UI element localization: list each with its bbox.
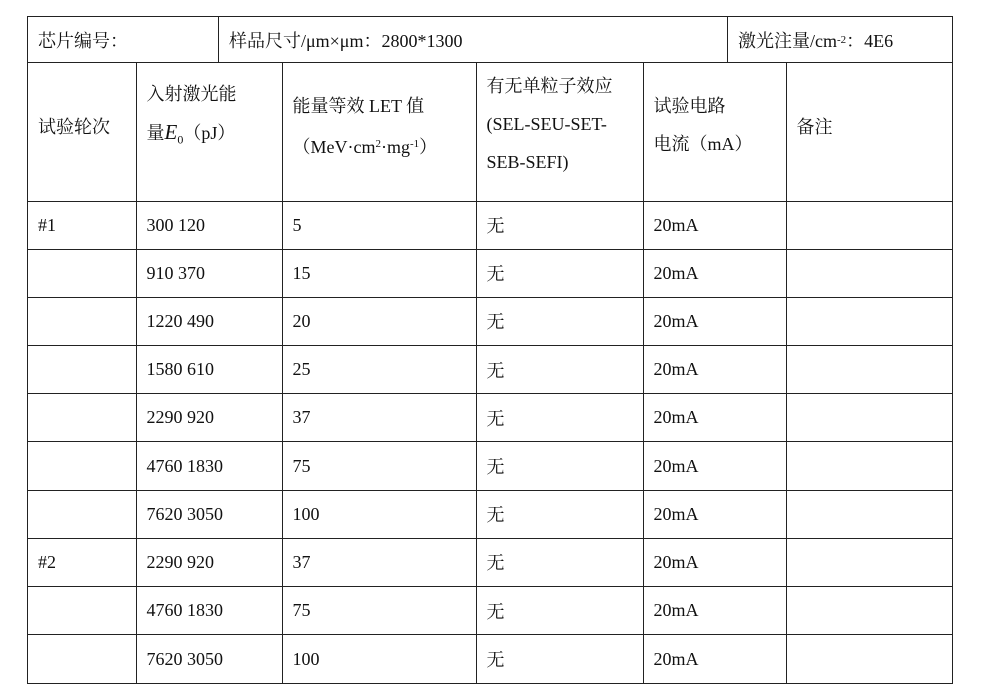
note-cell <box>786 346 952 394</box>
current-cell: 20mA <box>643 538 786 586</box>
round-cell <box>28 587 136 635</box>
let-cell: 37 <box>282 538 476 586</box>
current-cell: 20mA <box>643 587 786 635</box>
effect-cell: 无 <box>476 587 643 635</box>
note-cell <box>786 249 952 297</box>
note-cell <box>786 587 952 635</box>
energy-cell: 4760 1830 <box>136 442 282 490</box>
table-row <box>28 538 952 586</box>
table-row <box>28 346 952 394</box>
note-cell <box>786 538 952 586</box>
fluence-cell <box>728 17 952 62</box>
round-cell <box>28 490 136 538</box>
info-row <box>28 17 952 63</box>
effect-cell: 无 <box>476 490 643 538</box>
round-cell <box>28 442 136 490</box>
header-energy: 入射激光能 量$E_0(pJ)$ <box>136 63 282 201</box>
round-cell <box>28 346 136 394</box>
header-round: 试验轮次 <box>28 63 136 201</box>
current-cell: 20mA <box>643 394 786 442</box>
round-cell <box>28 249 136 297</box>
energy-cell: 4760 1830 <box>136 587 282 635</box>
effect-cell: 无 <box>476 297 643 345</box>
energy-cell: 7620 3050 <box>136 490 282 538</box>
note-cell <box>786 297 952 345</box>
header-see: 有无单粒子效应 (SEL-SEU-SET- SEB-SEFI) <box>476 63 643 201</box>
table-row <box>28 490 952 538</box>
header-let: 能量等效 LET 值 $(MeV\cdot cm^2\cdot mg^{-1})$ <box>282 63 476 201</box>
effect-cell: 无 <box>476 394 643 442</box>
let-cell: 100 <box>282 635 476 683</box>
let-cell: 100 <box>282 490 476 538</box>
let-cell: 75 <box>282 587 476 635</box>
table-row <box>28 249 952 297</box>
let-cell: 75 <box>282 442 476 490</box>
energy-cell: 2290 920 <box>136 394 282 442</box>
let-cell: 37 <box>282 394 476 442</box>
effect-cell: 无 <box>476 201 643 249</box>
energy-cell: 7620 3050 <box>136 635 282 683</box>
let-cell: 20 <box>282 297 476 345</box>
table-row <box>28 442 952 490</box>
chip-number-cell <box>28 17 219 62</box>
note-cell <box>786 635 952 683</box>
effect-cell: 无 <box>476 538 643 586</box>
let-cell: 15 <box>282 249 476 297</box>
fluence-label: 激光注量/cm <box>738 30 837 51</box>
table-row <box>28 587 952 635</box>
table-row <box>28 201 952 249</box>
current-cell: 20mA <box>643 635 786 683</box>
current-cell: 20mA <box>643 297 786 345</box>
fluence-value: ：4E6 <box>846 30 894 51</box>
round-cell: #2 <box>28 538 136 586</box>
let-cell: 5 <box>282 201 476 249</box>
current-cell: 20mA <box>643 346 786 394</box>
energy-cell: 910 370 <box>136 249 282 297</box>
sample-size-text: 样品尺寸/μm×μm：2800*1300 <box>229 30 463 51</box>
effect-cell: 无 <box>476 442 643 490</box>
energy-cell: 300 120 <box>136 201 282 249</box>
round-cell <box>28 394 136 442</box>
chip-number-label: 芯片编号： <box>38 30 128 51</box>
sample-size-cell <box>219 17 728 62</box>
note-cell <box>786 201 952 249</box>
let-cell: 25 <box>282 346 476 394</box>
current-cell: 20mA <box>643 490 786 538</box>
note-cell <box>786 442 952 490</box>
table-row <box>28 635 952 683</box>
energy-cell: 1580 610 <box>136 346 282 394</box>
round-cell <box>28 635 136 683</box>
note-cell <box>786 490 952 538</box>
current-cell: 20mA <box>643 442 786 490</box>
current-cell: 20mA <box>643 201 786 249</box>
energy-cell: 1220 490 <box>136 297 282 345</box>
table-header-row <box>28 63 952 201</box>
header-current: 试验电路 电流（mA） <box>643 63 786 201</box>
round-cell <box>28 297 136 345</box>
effect-cell: 无 <box>476 635 643 683</box>
header-notes: 备注 <box>786 63 952 201</box>
effect-cell: 无 <box>476 249 643 297</box>
table-row <box>28 394 952 442</box>
energy-cell: 2290 920 <box>136 538 282 586</box>
results-table <box>28 63 952 683</box>
note-cell <box>786 394 952 442</box>
fluence-exponent: -2 <box>837 33 847 46</box>
current-cell: 20mA <box>643 249 786 297</box>
test-record-sheet <box>27 16 953 684</box>
round-cell: #1 <box>28 201 136 249</box>
effect-cell: 无 <box>476 346 643 394</box>
table-row <box>28 297 952 345</box>
